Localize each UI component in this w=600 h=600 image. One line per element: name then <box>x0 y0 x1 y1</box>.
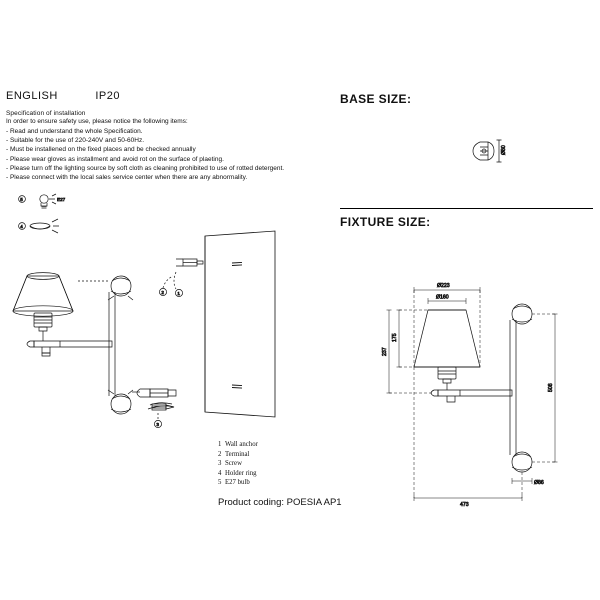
part-number: 2 <box>218 450 222 458</box>
list-item <box>218 440 258 450</box>
callout-1-leader <box>174 272 176 289</box>
callout-1-number: 1 <box>177 291 180 296</box>
bullet-item: - Please turn off the lighting source by soft cloth as cleaning prohibited to use of rotted detergent. <box>6 164 285 172</box>
bullet-item: - Must be installened on the fixed places and be checked annually <box>6 146 196 154</box>
dim-total-height: 508 <box>548 383 554 392</box>
panel-mount-marks <box>232 262 242 388</box>
fixture-bottom-joint <box>512 452 532 472</box>
callout-2-circle <box>159 288 166 295</box>
bulb-marker-number: 5 <box>20 196 23 202</box>
tool-marker-number: 4 <box>20 223 23 229</box>
specification-title: Specification of installation <box>6 110 86 117</box>
holder-ring-icon <box>30 219 59 233</box>
callout-3-circle <box>154 420 161 427</box>
wall-anchor-top <box>176 259 203 266</box>
part-number: 4 <box>218 469 222 477</box>
part-label: E27 bulb <box>225 479 250 487</box>
wire <box>150 403 172 405</box>
callout-2-number: 2 <box>161 290 164 295</box>
fixture-top-joint <box>512 304 532 324</box>
specification-intro: In order to ensure safety use, please notice the following items: <box>6 118 188 125</box>
lamp-socket <box>34 313 52 331</box>
list-item <box>218 469 258 479</box>
part-label: Wall anchor <box>225 441 258 448</box>
dim-shade-bottom: Ø223 <box>437 283 450 289</box>
base-height-value: Ø80 <box>501 145 507 155</box>
specification-bullets <box>6 127 284 182</box>
bulb-marker-circle <box>19 196 26 203</box>
fixture-size-heading: FIXTURE SIZE: <box>340 215 431 229</box>
wire-2 <box>148 406 174 409</box>
base-size-drawing <box>473 142 494 160</box>
callout-2-leader <box>163 276 173 288</box>
lamp-shade <box>13 273 73 317</box>
dim-arm-height: 237 <box>382 347 388 356</box>
part-number: 1 <box>218 441 222 448</box>
parts-list <box>218 440 258 488</box>
lamp-arm <box>27 331 112 356</box>
part-label: Terminal <box>225 450 250 458</box>
bullet-item: - Suitable for the use of 220-240V and 50-60Hz. <box>6 137 145 145</box>
fixture-rod <box>510 320 516 455</box>
part-number: 3 <box>218 460 222 468</box>
fixture-socket <box>438 367 456 383</box>
terminal-block <box>132 389 176 397</box>
base-size-heading: BASE SIZE: <box>340 92 412 106</box>
list-item <box>218 478 258 488</box>
shade-edges <box>13 276 73 311</box>
bullet-item: - Please wear gloves as installment and avoid rot on the surface of plaeting. <box>6 155 224 163</box>
language-row <box>6 90 120 102</box>
dim-shade-height: 175 <box>392 333 398 342</box>
wall-panel <box>205 231 275 417</box>
part-number: 5 <box>218 479 222 487</box>
language-label: ENGLISH <box>6 90 58 102</box>
dim-plate-diameter: Ø86 <box>534 480 544 486</box>
part-label: Holder ring <box>225 469 257 477</box>
bullet-item: - Please connect with the local sales service center when there are any abnormality. <box>6 174 248 182</box>
base-height-dimension <box>497 140 502 162</box>
tool-marker-circle <box>19 223 26 230</box>
product-coding: Product coding: POESIA AP1 <box>218 497 342 508</box>
callout-1-circle <box>175 289 182 296</box>
callout-3-number: 3 <box>156 422 159 427</box>
bottom-joint <box>108 390 133 414</box>
list-item <box>218 459 258 469</box>
dim-shade-top: Ø160 <box>436 294 449 301</box>
fixture-arm <box>431 383 512 402</box>
back-rod <box>109 292 115 396</box>
fixture-shade <box>414 310 480 367</box>
bulb-icon <box>40 194 56 208</box>
top-joint <box>108 276 133 300</box>
part-label: Screw <box>225 460 242 468</box>
ip-rating-label: IP20 <box>95 90 120 102</box>
section-divider <box>340 208 593 209</box>
fixture-dimension-lines <box>387 287 558 501</box>
bullet-item: - Read and understand the whole Specification. <box>6 128 143 135</box>
bulb-type-label: E27 <box>57 197 66 202</box>
screw-icon <box>152 404 174 410</box>
dim-depth: 473 <box>460 502 469 508</box>
list-item <box>218 450 258 460</box>
